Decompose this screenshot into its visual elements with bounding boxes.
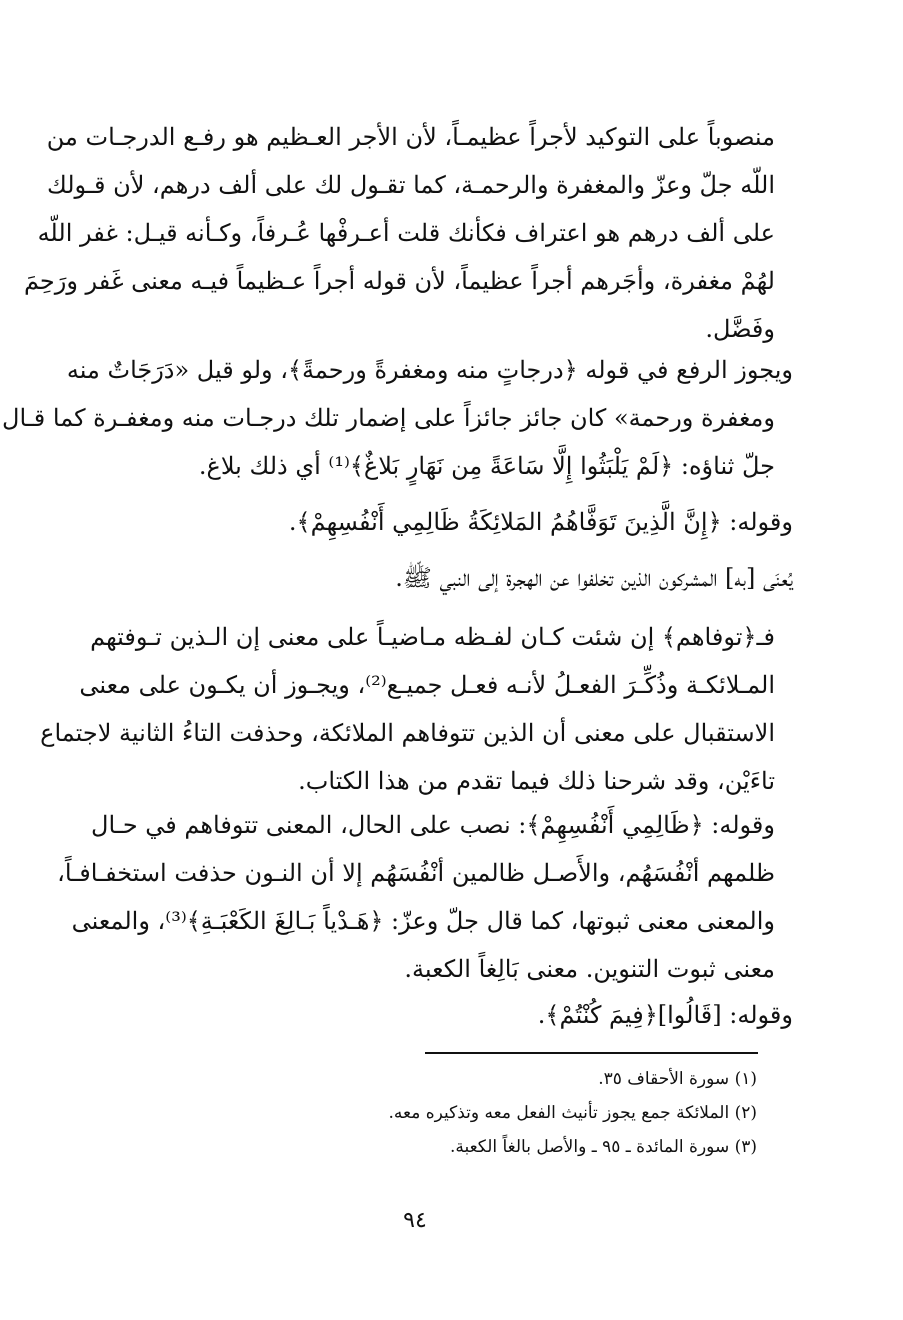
text-line: تاءَيْن، وقد شرحنا ذلك فيما تقدم من هذا الكتاب. bbox=[298, 767, 775, 795]
text-line: ومغفرة ورحمة» كان جائز جائزاً على إضمار تلك درجـات منه ومغفـرة كما قـال bbox=[2, 404, 775, 432]
page-number: ٩٤ bbox=[403, 1208, 427, 1233]
text-line: وقوله: ﴿إِنَّ الَّذِينَ تَوَفَّاهُمُ المَلائِكَةُ ظَالِمِي أَنْفُسِهِمْ﴾. bbox=[288, 508, 793, 536]
footnote-2: (٢) الملائكة جمع يجوز تأنيث الفعل معه وتذكيره معه. bbox=[388, 1103, 757, 1123]
text-line: لهُمْ مغفرة، وأجَرهم أجراً عظيماً، لأن قوله أجراً عـظيماً فيـه معنى غَفر ورَحِمَ bbox=[23, 267, 775, 295]
text-line: منصوباً على التوكيد لأجراً عظيمـاً، لأن الأجر العـظيم هو رفـع الدرجـات من bbox=[46, 123, 775, 151]
text-line: فـ﴿توفاهم﴾ إن شئت كـان لفـظه مـاضيـاً على معنى إن الـذين تـوفتهم bbox=[90, 623, 775, 651]
footnote-1: (١) سورة الأحقاف ٣٥. bbox=[598, 1069, 757, 1089]
footnote-divider bbox=[425, 1052, 758, 1054]
text-line: والمعنى معنى ثبوتها، كما قال جلّ وعزّ: ﴿هَـدْياً بَـالِغَ الكَعْبَـةِ﴾⁽³⁾، والمعنى bbox=[71, 907, 775, 935]
text-line: الاستقبال على معنى أن الذين تتوفاهم الملائكة، وحذفت التاءُ الثانية لاجتماع bbox=[40, 719, 775, 747]
footnote-3: (٣) سورة المائدة ـ ٩٥ ـ والأصل بالغاً الكعبة. bbox=[449, 1137, 757, 1157]
text-line: اللّه جلّ وعزّ والمغفرة والرحمـة، كما تقـول لك على ألف درهم، لأن قـولك bbox=[47, 171, 775, 199]
text-line: وقوله: ﴿ظَالِمِي أَنْفُسِهِمْ﴾: نصب على الحال، المعنى تتوفاهم في حـال bbox=[91, 811, 775, 839]
text-line: معنى ثبوت التنوين. معنى بَالِغاً الكعبة. bbox=[404, 955, 775, 983]
text-line: وقوله: [قَالُوا]﴿فِيمَ كُنْتُمْ﴾. bbox=[537, 1001, 793, 1029]
text-line: ظلمهم أنْفُسَهُم، والأَصـل ظالمين أنْفُسَهُم إلا أن النـون حذفت استخفـافـاً، bbox=[57, 859, 775, 887]
text-line: ويجوز الرفع في قوله ﴿درجاتٍ منه ومغفرةً ورحمةً﴾، ولو قيل «دَرَجَاتٌ منه bbox=[66, 356, 793, 384]
text-line: جلّ ثناؤه: ﴿لَمْ يَلْبَثُوا إِلَّا سَاعَةً مِن نَهَارٍ بَلاغٌ﴾⁽¹⁾ أي ذلك بلاغ. bbox=[198, 452, 775, 480]
text-line: على ألف درهم هو اعتراف فكأنك قلت أعـرفْها عُـرفاً، وكـأنه قيـل: غفر اللّه bbox=[37, 219, 775, 247]
text-line: وفَضَّل. bbox=[705, 315, 775, 343]
text-line: المـلائكـة وذُكِّـرَ الفعـلُ لأنـه فعـل جميـع⁽²⁾، ويجـوز أن يكـون على معنى bbox=[79, 671, 775, 699]
text-line: يُعنَى [به] المشركون الذين تخلفوا عن الهجرة إلى النبي ﷺ. bbox=[395, 564, 793, 592]
